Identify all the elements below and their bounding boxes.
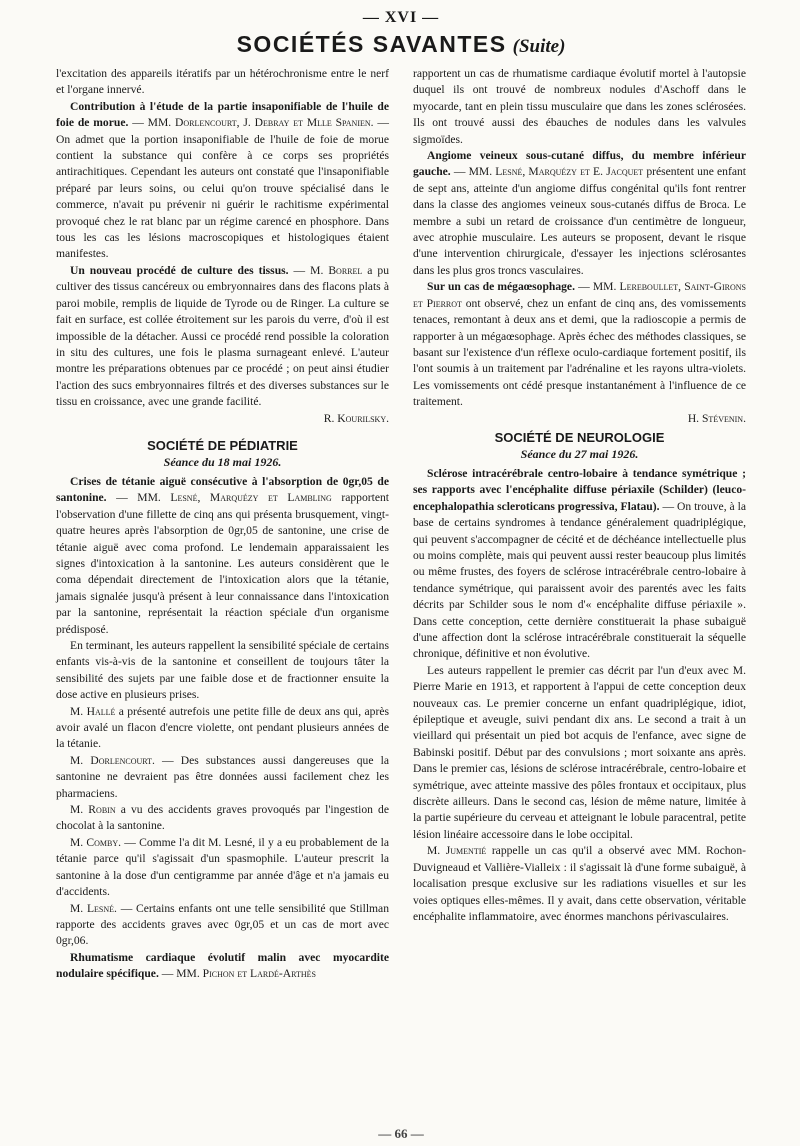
abstract-body: rapportent l'observation d'une fillette de cinq ans qui présenta brusquement, vingt-quatre heures après l'absorption de 0gr,05 de santonine, une crise de tétanie aiguë avec coma profond. Le lendemain apparaissaient les signes d'intoxication à la santonine. Les auteurs considèrent que le coma dépendait directement de l'intoxication alors que la tétanie, jamais signalée jusqu'à présent à leur connaissance dans l'intoxication par la santonine, représentait la réaction spéciale d'un organisme prédisposé. (56, 491, 389, 636)
speaker-name: M. Jumentié (427, 844, 487, 858)
discussion (56, 802, 389, 835)
abstract (56, 263, 389, 411)
paragraph: l'excitation des appareils itératifs par un hétérochronisme entre le nerf et l'organe innervé. (56, 67, 389, 97)
speaker-name: M. Dorlencourt. (70, 753, 155, 767)
abstract-body: ont observé, chez un enfant de cinq ans, des vomissements tenaces, remontant à deux ans et demi, que la radioscopie a permis de rapporter à un mégaœsophage. Après échec des méthodes classiques, se basant sur l'existence d'un réflexe oculo-cardiaque fortement positif, ils l'ont soumis à un traitement par l'adrénaline et les rayons ultra-violets. Les vomissements ont cédé presque instantanément à l'influence de ce traitement. (413, 296, 746, 409)
discussion-body: — Comme l'a dit M. Lesné, il y a eu probablement de la tétanie parce qu'il s'agissait d'un spasmophile. L'auteur prescrit la santonine à la dose d'un centigramme par année d'âge et n'a jamais eu d'accidents. (56, 835, 389, 899)
discussion (413, 843, 746, 925)
running-title (56, 30, 746, 58)
abstract (413, 148, 746, 279)
abstract-title: Sur un cas de mégaœsophage. (427, 280, 575, 294)
discussion (56, 901, 389, 950)
abstract-authors: — MM. Pichon et Lardé-Arthès (158, 967, 316, 981)
abstract (413, 279, 746, 410)
abstract-authors: — MM. Lereboullet, Saint-Girons et Pierrot (413, 280, 746, 310)
two-column-body (56, 66, 746, 1126)
journal-page (56, 8, 746, 1141)
discussion-body: rappelle un cas qu'il a observé avec MM. Rochon-Duvigneaud et Vallière-Vialleix : il s'agissait là d'une forme subaiguë, à localisation presque exclusive sur les radiations visuelles et sur les voies optiques elles-mêmes. Il y avait, dans cette observation, véritable encéphalite inflammatoire, avec énormes manchons périvasculaires. (413, 844, 746, 923)
speaker-name: M. Comby. (70, 835, 122, 849)
abstract-title: Un nouveau procédé de culture des tissus. (70, 263, 289, 277)
abstract (56, 474, 389, 638)
page-number: — XVI — (362, 9, 440, 26)
abstract-authors: — M. Borrel (288, 263, 363, 277)
abstract-body: — On trouve, à la base de certains syndromes à tendance généralement quadriplégique, qui peuvent s'accompagner de cécité et de déchéance intellectuelle plus ou moins complète, mais qui peuvent aussi rester beaucoup plus limités ou même frustes, des foyers de sclérose intracérébrale centro-lobaire à tendance symétrique, qui paraissent avoir des parentés avec les faits décrits par Schilder sous le nom d'« encéphalite diffuse périaxile ». Dans cette conception, cette dernière constituerait la phase subaiguë d'une affection dont la sclérose intracérébrale constituerait la séquelle chronique, définitive et non évolutive. (413, 499, 746, 661)
discussion-body: a vu des accidents graves provoqués par l'ingestion de chocolat à la santonine. (56, 803, 389, 833)
discussion-body: a présenté autrefois une petite fille de deux ans qui, après avoir avalé un flacon d'encre violette, ont pendant plusieurs années de la tétanie. (56, 704, 389, 751)
abstract-title: Angiome veineux sous-cutané diffus, du membre inférieur gauche. (413, 149, 746, 179)
abstract-body: — On admet que la portion insaponifiable de l'huile de foie de morue contient la substance qui confère à ce corps ses propriétés antirachitiques. Cependant les auteurs ont constaté que l'insaponifiable préparé par leurs soins, ou celui qu'on trouve spécialisé dans le commerce, n'avait pu prévenir ni guérir le rachitisme expérimental provoqué chez le rat blanc par un régime carencé en phosphore. Dans tous les cas les lésions macroscopiques et histologiques étaient manifestes. (56, 116, 389, 261)
signature: H. Stévenin. (687, 411, 746, 425)
abstract-title: Sclérose intracérébrale centro-lobaire à tendance symétrique ; ses rapports avec l'encéphalite diffuse périaxile (Schilder) (leuco-encephalopathia scleroticans progressiva, Flatau). (413, 466, 746, 513)
abstract-title: Rhumatisme cardiaque évolutif malin avec myocardite nodulaire spécifique. (56, 950, 389, 981)
abstract-title: Crises de tétanie aiguë consécutive à l'absorption de 0gr,05 de santonine. (56, 474, 389, 505)
running-title-suffix: (Suite) (512, 36, 566, 57)
abstract-body: a pu cultiver des tissus cancéreux ou embryonnaires dans des flacons plats à paroi mobile, remplis de liquide de Tyrode ou de Ringer. La culture se fait en surface, est collée étroitement sur les parois du verre, d'où il est impossible de la détacher. Aussi ce procédé rend possible la coloration in situ des cultures, une fois le plasma surnageant enlevé. L'auteur montre les préparations obtenues par ce procédé ; on peut ainsi étudier l'action des sucs embryonnaires filtrés et des diverses substances sur le tissu en croissance, avec une grande facilité. (56, 263, 389, 409)
discussion-body: — Des substances aussi dangereuses que la santonine ne devraient pas être données aussi facilement chez les pharmaciens. (56, 753, 389, 800)
abstract-body: présentent une enfant de sept ans, atteinte d'un angiome diffus congénital qu'ils font rentrer dans la classe des angiomes veineux sous-cutanés diffus de Broca. Le membre a subi un retard de croissance d'un centimètre de longueur, avec atrophie musculaire. Les auteurs se proposent, devant le risque d'une intervention chirurgicale, d'essayer les injections sclérosantes dans les plus gros troncs vasculaires. (413, 165, 746, 277)
paragraph: rapportent un cas de rhumatisme cardiaque évolutif mortel à l'autopsie duquel ils ont trouvé de nombreux nodules d'Aschoff dans le myocarde, tant en plein tissu musculaire que dans les zones sclérosées. Ils ont trouvé aussi des ébauches de nodules dans les valvules sigmoïdes. (413, 67, 746, 146)
abstract-authors: — MM. Lesné, Marquézy et E. Jacquet (450, 165, 644, 179)
session-date: Séance du 18 mai 1926. (163, 454, 282, 469)
abstract (413, 466, 746, 663)
abstract-title: Contribution à l'étude de la partie insaponifiable de l'huile de foie de morue. (56, 99, 389, 130)
speaker-name: M. Hallé (70, 704, 116, 718)
discussion (56, 835, 389, 901)
section-heading: SOCIÉTÉ DE NEUROLOGIE (494, 429, 665, 445)
speaker-name: M. Lesné. (70, 901, 117, 915)
section-heading: SOCIÉTÉ DE PÉDIATRIE (147, 437, 298, 453)
abstract (56, 950, 389, 983)
session-date: Séance du 27 mai 1926. (520, 446, 639, 461)
paragraph: Les auteurs rappellent le premier cas décrit par l'un d'eux avec M. Pierre Marie en 1913, et rapportent à l'appui de cette conception deux nouveaux cas. Le premier concerne un enfant quadriplégique, idiot, épileptique et aveugle, suivi pendant dix ans. Le second a trait à un vieillard qui présentait un pied bot acquis de l'enfance, avec signe de Babinski positif. Début par des convulsions ; mort soixante ans après. Dans le premier cas, lésions de sclérose intracérébrale, centro-lobaire et symétrique, avec atteinte massive des pôles frontaux et occipitaux, plus discrète ailleurs. Dans le second cas, lésion de même nature, limitée à la partie supérieure du cerveau et atteignant le lobule paracentral, petite lésion linéaire accessoire dans le lobe occipital. (413, 663, 746, 841)
footer-page-number: — 66 — (378, 1126, 424, 1141)
discussion (56, 753, 389, 802)
abstract (56, 99, 389, 263)
signature: R. Kourilsky. (323, 411, 389, 425)
abstract-authors: — MM. Lesné, Marquézy et Lambling (106, 491, 332, 505)
discussion-body: — Certains enfants ont une telle sensibilité que Stillman rapporte des accidents graves avec 0gr,05 et un cas de mort avec 0gr,06. (56, 901, 389, 948)
running-title-main: SOCIÉTÉS SAVANTES (236, 31, 507, 57)
speaker-name: M. Robin (70, 803, 116, 817)
left-column (56, 66, 389, 983)
right-column (413, 66, 746, 925)
paragraph: En terminant, les auteurs rappellent la sensibilité spéciale de certains enfants vis-à-vis de la santonine et conseillent de toujours tâter la sensibilité des sujets par une faible dose et de fractionner ensuite la dose active en plusieurs prises. (56, 639, 389, 702)
discussion (56, 704, 389, 753)
abstract-authors: — MM. Dorlencourt, J. Debray et Mlle Spanien. (132, 116, 374, 130)
